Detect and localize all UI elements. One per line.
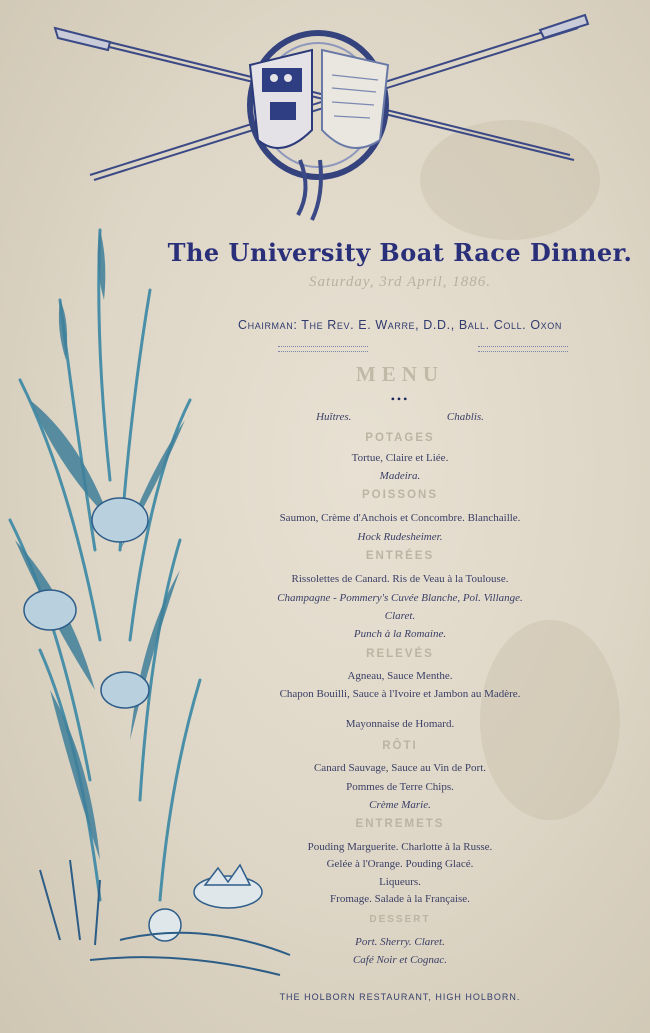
section-heading: DESSERT xyxy=(369,914,431,925)
menu-heading: MENU xyxy=(355,362,445,386)
dish-line: Chapon Bouilli, Sauce à l'Ivoire et Jambon au Madère. xyxy=(279,688,521,700)
section-heading: ENTRÉES xyxy=(365,550,435,562)
section-heading: POISSONS xyxy=(361,489,439,501)
dish-line: Pommes de Terre Chips. xyxy=(346,781,454,793)
dish-line: Agneau, Sauce Menthe. xyxy=(347,670,453,682)
dish-line: Champagne - Pommery's Cuvée Blanche, Pol. Villange. xyxy=(277,592,523,604)
dish-line: Punch à la Romaine. xyxy=(353,628,447,640)
dish-line: Liqueurs. xyxy=(379,876,421,888)
event-date: Saturday, 3rd April, 1886. xyxy=(308,274,492,290)
dish-item: Huîtres. xyxy=(316,411,352,423)
chairman-line: Chairman: The Rev. E. Warre, D.D., Ball. Coll. Oxon xyxy=(238,318,562,332)
dish-line: Crème Marie. xyxy=(369,799,431,811)
dish-line: Rissolettes de Canard. Ris de Veau à la Toulouse. xyxy=(291,573,509,585)
crossed-oars-crest-icon xyxy=(50,10,590,225)
dish-line: Mayonnaise de Homard. xyxy=(345,718,455,730)
dish-line: Fromage. Salade à la Française. xyxy=(330,893,470,905)
dish-line: Hock Rudesheimer. xyxy=(357,531,443,543)
dish-line: Port. Sherry. Claret. xyxy=(355,936,445,948)
section-heading: RÔTI xyxy=(382,740,418,752)
section-heading: ENTREMETS xyxy=(355,818,445,830)
divider-rule xyxy=(478,346,568,352)
wine-row xyxy=(150,411,650,423)
restaurant-footer: THE HOLBORN RESTAURANT, HIGH HOLBORN. xyxy=(279,992,521,1002)
menu-divider-dots: ••• xyxy=(390,392,410,406)
dish-line: Saumon, Crème d'Anchois et Concombre. Blanchaille. xyxy=(279,512,521,524)
page-title: The University Boat Race Dinner. xyxy=(167,238,633,267)
divider-rule xyxy=(278,346,368,352)
section-heading: POTAGES xyxy=(365,432,435,444)
dish-line: Madeira. xyxy=(379,470,421,482)
section-heading: RELEVÉS xyxy=(366,648,434,660)
dish-line: Gelée à l'Orange. Pouding Glacé. xyxy=(326,858,474,870)
dish-line: Tortue, Claire et Liée. xyxy=(351,452,449,464)
dish-line: Café Noir et Cognac. xyxy=(352,954,448,966)
dish-line: Canard Sauvage, Sauce au Vin de Port. xyxy=(313,762,487,774)
dish-line: Claret. xyxy=(384,610,416,622)
dish-item: Chablis. xyxy=(446,411,484,423)
dish-line: Pouding Marguerite. Charlotte à la Russe. xyxy=(307,841,493,853)
